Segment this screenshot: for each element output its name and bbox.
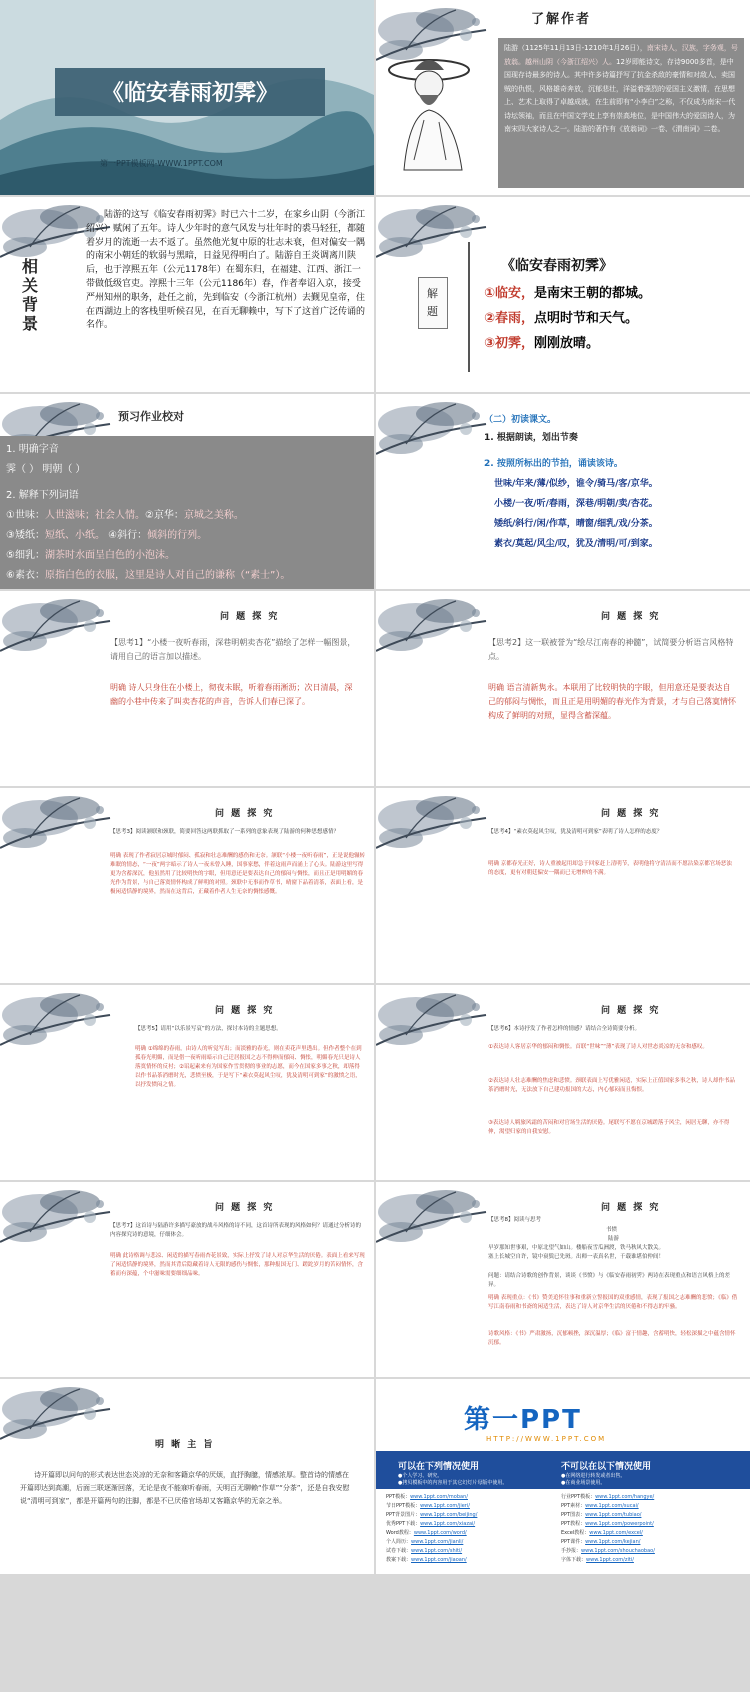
preview-s1-blanks: 霁（ ） 明朝（ ） [6,464,86,475]
section-heading: 问 题 探 究 [601,809,661,819]
preview-words-3: ⑤细乳：湖茶时水面呈白色的小泡沫。 [6,550,175,561]
think-6-answer-2: ②表达诗人壮志难酬的焦虑和悲愤。颈联表面上写优雅闲适，实际上正值国家多事之秋，诗人却作书品茶消磨时光，无法放下自己建功报国的大志，内心郁闷而且悔恨。 [488,1078,735,1093]
preview-words-4: ⑥素衣：原指白色的衣服，这里是诗人对自己的谦称（“素士”）。 [6,570,291,581]
think-3-question: 【思考3】阅读颔联和颈联，简要回答这两联抓取了一系列的意象表现了陆游的何种思想感情？ [110,829,340,835]
poem-line-2: 塞上长城空自许，镜中衰鬓已先斑。出师一表真名世，千载谁堪伯仲间！ [488,1254,665,1260]
think-2-question: 【思考2】这一联被誉为“绘尽江南春的神髓”，试简要分析语言风格特点。 [488,638,734,661]
think-6-answer-3: ③表达诗人羁旅风霜的苦闷和对官场生活的厌倦。尾联写不愿在京城蹉落于风尘，闲居无聊，亦不得伸，渴望归家的自我安慰。 [488,1120,730,1135]
think-4-question: 【思考4】“素衣莫起风尘叹，犹及清明可到家”表明了诗人怎样的态度？ [488,829,663,835]
link-url[interactable]: www.1ppt.com/powerpoint/ [585,1521,654,1527]
reading-h1: （二）初读课文。 [484,415,557,425]
explain-title: 《临安春雨初霁》 [501,258,613,274]
slide-think-5 [0,985,374,1180]
slide-copyright [376,1379,750,1574]
reading-h3: 2. 按照所标出的节拍，诵读该诗。 [484,459,623,469]
link-label: PPT教程： [561,1521,586,1527]
explain-divider [468,242,470,372]
link-label: PPT模板： [386,1494,411,1500]
think-7-answer: 明确 此诗格调与悲凉、闲适的描写春雨杏花景致，实际上抒发了诗人对京华生活的厌倦。表面上看来写现了闲适恬静的境界，然而其背后隐藏着诗人无限的感伤与惆怅，那种报国无门、蹉跎岁月的苦闷情怀，含蓄而有深蕴，个中滋味需要细细品味。 [110,1253,365,1277]
link-row [386,1511,477,1520]
theme-title: 明 晰 主 旨 [155,1440,215,1450]
author-dates: 陆游（1125年11月13日-1210年1月26日）， [504,44,647,52]
ink-branch-decoration [0,788,120,868]
link-row [561,1529,655,1538]
slide-think-3 [0,788,374,983]
forbidden-sub-2: ●在商业场景使用。 [561,1480,606,1486]
poem-author: 陆游 [608,1236,620,1242]
links-left [386,1493,477,1565]
link-url[interactable]: www.1ppt.com/jianli/ [411,1539,464,1545]
link-url[interactable]: www.1ppt.com/jiaoan/ [411,1557,467,1563]
section-heading: 问 题 探 究 [220,612,280,622]
link-label: PPT背景图片： [386,1512,421,1518]
link-row [561,1493,655,1502]
link-row [561,1547,655,1556]
link-url[interactable]: www.1ppt.com/beijing/ [420,1512,478,1518]
ink-branch-decoration [376,394,496,474]
link-label: PPT素材： [561,1503,586,1509]
link-row [386,1502,477,1511]
background-side-label: 相关背景 [22,257,39,333]
slide-think-8 [376,1182,750,1377]
reading-line-3: 矮纸/斜行/闲/作草，晴窗/细乳/戏/分茶。 [494,519,658,529]
poem-title: 书愤 [606,1227,618,1233]
link-row [386,1556,477,1565]
link-label: Excel教程： [561,1530,590,1536]
link-row [561,1520,655,1529]
link-url[interactable]: www.1ppt.com/sucai/ [585,1503,639,1509]
author-bio: 12岁即能诗文，存诗9000多首，是中国现存诗最多的诗人。其中许多诗篇抒写了抗金杀敌的豪情和对敌人、卖国贼的仇恨，风格雄奇奔放，沉郁悲壮，洋溢着强烈的爱国主义激情，在思想上、艺术上取得了卓越成就，在生前即有“小李白”之称，不仅成为南宋一代诗坛领袖，而且在中国文学史上享有崇高地位，是中国伟大的爱国诗人，为南宋四大家诗人之一。 [504,57,736,133]
forbidden-sub-1: ●在网络进行转发或者出售。 [561,1473,626,1479]
link-label: 节日PPT模板： [386,1503,421,1509]
think-6-question: 【思考6】本诗抒发了作者怎样的情感？请结合全诗简要分析。 [488,1026,641,1032]
slide-think-7 [0,1182,374,1377]
slide-background [0,197,374,392]
slide-author [376,0,750,195]
author-heading: 了解作者 [531,12,592,27]
link-row [561,1502,655,1511]
link-label: 手抄报： [561,1548,582,1554]
explain-item-3: ③初霁，刚刚放晴。 [484,336,600,351]
link-label: 教案下载： [386,1557,412,1563]
think-6-answer-1: ①表达诗人客居京华的郁闷和惆怅。首联“世味”“薄”表现了诗人对世态炎凉的无奈和感叹。 [488,1044,708,1050]
link-url[interactable]: www.1ppt.com/shouchaobao/ [581,1548,655,1554]
slide-title [0,0,374,195]
think-1-question: 【思考1】“小楼一夜听春雨，深巷明朝卖杏花”描绘了怎样一幅图景，请用自己的语言加以描述。 [110,638,356,661]
section-heading: 问 题 探 究 [601,1006,661,1016]
author-works: 陆游的著作有《放翁词》一卷、《渭南词》二卷。 [574,125,725,133]
link-label: PPT课件： [561,1539,586,1545]
slide-think-6 [376,985,750,1180]
link-url[interactable]: www.1ppt.com/xiazai/ [420,1521,476,1527]
poet-portrait [384,40,484,180]
ink-branch-decoration [376,985,496,1065]
allowed-sub-2: ●拷贝模板中的内容用于其它幻灯片母版中使用。 [398,1480,508,1486]
poem-line-1: 早岁那知世事艰，中原北望气如山。楼船夜雪瓜洲渡，铁马秋风大散关。 [488,1245,665,1251]
link-row [386,1529,477,1538]
section-heading: 问 题 探 究 [215,1006,275,1016]
think-8-answer-2: 诗歌风格：《书》严肃激扬，沉郁顿挫，深沉温厚；《临》富于情趣，含蓄明快，轻松深描之中蕴含情怀沉郁。 [488,1331,736,1346]
think-8-head: 【思考8】阅读与思考 [488,1217,541,1223]
link-label: 优秀PPT下载： [386,1521,421,1527]
section-heading: 问 题 探 究 [215,1203,275,1213]
slide-think-1 [0,591,374,786]
reading-line-1: 世味/年来/薄/似纱，谁令/骑马/客/京华。 [494,479,658,489]
slide-preview [0,394,374,589]
slide-title-explain [376,197,750,392]
preview-box [0,436,374,589]
ink-branch-decoration [376,197,496,277]
links-right [561,1493,655,1565]
slide-think-4 [376,788,750,983]
theme-body: 诗开篇即以问句的形式表达世态炎凉的无奈和客籍京华的厌烦，直抒胸臆，情感浓厚。整首诗的情感在开篇即达到高潮，后面三联逐渐回落，无论是夜不能寐听春雨，天明百无聊赖“作草”“分茶”，还是自我安慰说“清明可到家”，都是开篇两句的注脚，都是不已厌倦官场却又客籍京华的无奈之举。 [20,1471,350,1505]
ink-branch-decoration [376,591,496,671]
link-row [561,1538,655,1547]
think-5-answer: 明确 ①绵绵的春雨，由诗人的听觉写出；而淡雅的春光，则在卖花声里透出。但作者整个在到孤春光明媚，而是借一夜听雨暗示自己迁居报国之志不得伸而郁闷、惆怅，明媚春光只是诗人落寞情怀的反衬；②诏起素来有为国家作雪贯彻的事业的志愿，而今在国家多事之秋，却落得以作书品茶消磨时光，悲愤至极，于是写下“素衣莫起风尘叹，犹及清明可到家”的激愤之语，以抒发愤闷之情。 [135,1046,362,1088]
reading-line-4: 素衣/莫起/风尘/叹，犹及/清明/可/到家。 [494,539,658,549]
ink-branch-decoration [0,1379,120,1459]
ink-branch-decoration [376,788,496,868]
preview-s2: 2. 解释下列词语 [6,490,79,501]
reading-h2: 1. 根据朗读，划出节奏 [484,433,578,443]
link-label: 试卷下载： [386,1548,412,1554]
link-url[interactable]: www.1ppt.com/tubiao/ [585,1512,642,1518]
link-label: Word教程： [386,1530,414,1536]
link-row [561,1556,655,1565]
slide-think-2 [376,591,750,786]
section-heading: 问 题 探 究 [215,809,275,819]
think-4-answer: 明确 京都春光正好，诗人重被起用却急于回家赶上清明节，表明他将守清洁而不愿沾染京都官场恶浊的态度，更有对朝廷偏安一隅而已无增伸的不满。 [488,861,732,876]
reading-line-2: 小楼/一夜/听/春雨，深巷/明朝/卖/杏花。 [494,499,658,509]
preview-words-2: ③矮纸：短纸、小纸。 ④斜行：倾斜的行列。 [6,530,208,541]
ink-branch-decoration [0,985,120,1065]
ink-branch-decoration [0,1182,120,1262]
link-label: 个人简历： [386,1539,412,1545]
link-url[interactable]: www.1ppt.com/moban/ [410,1494,468,1500]
link-row [561,1511,655,1520]
section-heading: 问 题 探 究 [601,612,661,622]
section-heading: 问 题 探 究 [601,1203,661,1213]
link-url[interactable]: www.1ppt.com/ziti/ [586,1557,634,1563]
preview-title: 预习作业校对 [118,410,184,423]
link-url[interactable]: www.1ppt.com/jieri/ [420,1503,470,1509]
preview-s1: 1. 明确字音 [6,444,59,455]
author-text-box [498,38,744,188]
link-label: 行业PPT模板： [561,1494,596,1500]
think-2-answer: 明确 语言清新隽永。本联用了比较明快的字眼，但用意还是要表达自己的郁闷与惆怅，而且正是用明媚的春光作为背景，才与自己落寞情怀构成了鲜明的对照，显得含蓄深蕴。 [488,683,736,720]
allowed-sub-1: ●个人学习、研究。 [398,1473,443,1479]
slide-theme [0,1379,374,1574]
link-row [386,1493,477,1502]
link-url[interactable]: www.1ppt.com/word/ [413,1530,467,1536]
ink-branch-decoration [0,591,120,671]
think-8-question: 问题：请结合诗歌的创作背景，谈谈《书愤》与《临安春雨初霁》两诗在表现重点和语言风格上的差异。 [488,1273,731,1288]
think-1-answer: 明确 诗人只身住在小楼上，彻夜未眠，听着春雨淅沥；次日清晨，深幽的小巷中传来了叫卖杏花的声音，告诉人们春已深了。 [110,683,353,706]
link-row [386,1547,477,1556]
slide-subtitle: 第一PPT模板网-WWW.1PPT.COM [100,159,223,168]
link-row [386,1520,477,1529]
link-label: PPT图表： [561,1512,586,1518]
author-identity: 南宋诗人，汉族，字务观，号放翁。越州山阴（今浙江绍兴）人。 [504,44,738,66]
background-body: 陆游的这写《临安春雨初霁》时已六十二岁，在家乡山阴（今浙江绍兴）赋闲了五年。诗人少年时的意气风发与壮年时的裘马轻狂，都随着岁月的流逝一去不返了。虽然他光复中原的壮志未衰，但对偏安一隅的南宋小朝廷的软弱与黑暗，日益见得明白了。陆游自王炎调离川陕后，也于淳熙五年（公元1178年）在蜀东归，在福建、江西、浙江一带做低级官吏。淳熙十三年（公元1186年）春，作者奉诏入京，接受严州知州的职务，赴任之前，先到临安（今浙江杭州）去觐见皇帝，住在西湖边上的客栈里听候召见，在百无聊赖中，写下了这首广泛传诵的名作。 [86,210,366,331]
link-row [386,1538,477,1547]
explain-item-1: ①临安，是南宋王朝的都城。 [484,286,652,301]
link-url[interactable]: www.1ppt.com/shiti/ [411,1548,463,1554]
link-url[interactable]: www.1ppt.com/kejian/ [585,1539,641,1545]
brand-url: HTTP://WWW.1PPT.COM [486,1435,607,1443]
explain-label: 解题 [427,287,438,318]
links-area [376,1489,750,1574]
slide-title-text: 《临安春雨初霁》 [101,81,278,106]
slide-reading [376,394,750,589]
think-5-question: 【思考5】请用“以乐景写哀”的方法，探讨本诗的主题思想。 [135,1026,282,1032]
explain-item-2: ②春雨，点明时节和天气。 [484,311,639,326]
think-3-answer: 明确 表现了作者寂居京城时郁闷、孤寂和壮志难酬的感伤和无奈。颔联“小楼一夜听春雨”，正是说他辗转难眠的情态，“一夜”两字暗示了诗人一夜未曾入睡，国事家愁，伴着这雨声而涌上了心头。陆游这里写得更为含蓄深沉，他虽然用了比较明快的字眼，但用意还是要表达自己的郁闷与惆怅，而且正是用明媚的春光作为背景，与自己落寞情怀构成了鲜明的对照。颈联中无事而作草书，晴窗下品着清茶，表面上看，是极闲适恬静的境界，然而在这背后，正藏着作者人生无奈的惆怅感慨。 [110,853,365,895]
brand-logo: 第一PPT [464,1405,582,1435]
link-url[interactable]: www.1ppt.com/excel/ [589,1530,643,1536]
think-7-question: 【思考7】这首诗与陆游许多描写豪放的战斗风格的诗不同，这首诗所表现的风格如何？请通过分析诗的内容探究诗的意境，仔细体会。 [110,1223,362,1238]
ink-branch-decoration [376,1182,496,1262]
forbidden-title: 不可以在以下情况使用 [561,1462,652,1472]
link-url[interactable]: www.1ppt.com/hangye/ [595,1494,655,1500]
link-label: 字体下载： [561,1557,587,1563]
preview-words-1: ①世味：人世滋味；社会人情。②京华：京城之美称。 [6,510,244,521]
allowed-title: 可以在下列情况使用 [398,1462,480,1472]
think-8-answer-1: 明确 表现重点：《书》赞美追怀往事和重新立誓报国的双重感情，表现了报国之志难酬的悲愤；《临》借写江南春雨和书斋的闲适生活，表达了诗人对京华生活的厌倦和不得志的牢骚。 [488,1295,738,1310]
